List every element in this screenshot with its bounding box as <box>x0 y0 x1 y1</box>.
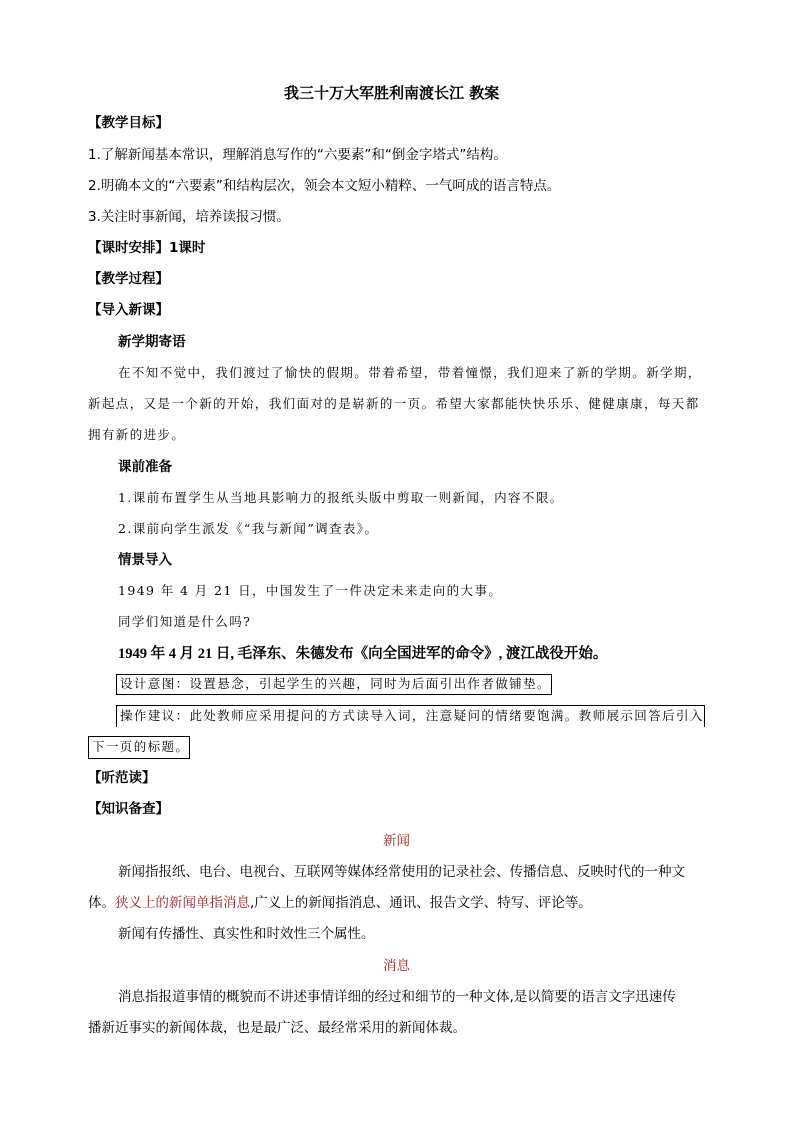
section-heading-schedule: 【课时安排】 <box>88 240 169 256</box>
schedule-line <box>88 239 205 257</box>
section-heading-goals: 【教学目标】 <box>88 115 169 131</box>
news-line-2 <box>88 894 592 912</box>
scene-line-3: 1949 年 4 月 21 日, 毛泽东、朱德发布《向全国进军的命令》, 渡江战役开始。 <box>118 646 608 662</box>
scene-line-2: 同学们知道是什么吗? <box>118 614 252 629</box>
section-heading-knowledge: 【知识备查】 <box>88 801 169 817</box>
report-line-1: 消息指报道事情的概貌而不讲述事情详细的经过和细节的一种文体,是以简要的语言文字迅速传 <box>118 989 676 1005</box>
news-narrow-definition: 狭义上的新闻单指消息 <box>115 895 250 911</box>
goal-item-1: 1.了解新闻基本常识，理解消息写作的“六要素”和“倒金字塔式”结构。 <box>88 147 507 163</box>
subheading-prep: 课前准备 <box>118 459 172 475</box>
section-heading-listen: 【听范读】 <box>88 770 156 786</box>
operation-note-line-1: 操作建议：此处教师应采用提问的方式读导入词，注意疑问的情绪要饱满。教师展示回答后引入 <box>120 708 704 723</box>
news-line-1: 新闻指报纸、电台、电视台、互联网等媒体经常使用的记录社会、传播信息、反映时代的一种文 <box>118 864 685 880</box>
doc-title: 我三十万大军胜利南渡长江 教案 <box>284 84 500 102</box>
scene-line-1: 1949 年 4 月 21 日，中国发生了一件决定未来走向的大事。 <box>118 583 503 598</box>
design-note-text: 设计意图：设置悬念，引起学生的兴趣，同时为后面引出作者做铺垫。 <box>120 676 551 691</box>
prep-item-2: 2.课前向学生派发《“我与新闻”调查表》。 <box>118 521 379 536</box>
section-heading-process: 【教学过程】 <box>88 271 169 287</box>
operation-note-line-2: 下一页的标题。 <box>92 739 190 754</box>
message-line-2: 新起点，又是一个新的开始，我们面对的是崭新的一页。希望大家都能快快乐乐、健健康康，每天都 <box>88 396 700 411</box>
prep-item-1: 1.课前布置学生从当地具影响力的报纸头版中剪取一则新闻，内容不限。 <box>118 490 564 505</box>
report-line-2: 播新近事实的新闻体裁，也是最广泛、最经常采用的新闻体裁。 <box>88 1020 466 1036</box>
goal-item-3: 3.关注时事新闻，培养读报习惯。 <box>88 209 290 225</box>
message-line-3: 拥有新的进步。 <box>88 427 186 442</box>
heading-news: 新闻 <box>383 833 410 849</box>
subheading-scene: 情景导入 <box>118 552 172 568</box>
subheading-message: 新学期寄语 <box>118 334 186 350</box>
section-heading-intro: 【导入新课】 <box>88 302 169 318</box>
heading-report: 消息 <box>383 958 410 974</box>
news-line-2-start: 体。 <box>88 895 115 911</box>
news-line-3: 新闻有传播性、真实性和时效性三个属性。 <box>118 926 375 942</box>
schedule-value: 1课时 <box>169 240 206 256</box>
goal-item-2: 2.明确本文的“六要素”和结构层次，领会本文短小精粹、一气呵成的语言特点。 <box>88 178 561 194</box>
message-line-1: 在不知不觉中，我们渡过了愉快的假期。带着希望，带着憧憬，我们迎来了新的学期。新学期， <box>118 365 702 380</box>
news-line-2-end: ,广义上的新闻指消息、通讯、报告文学、特写、评论等。 <box>250 895 592 911</box>
